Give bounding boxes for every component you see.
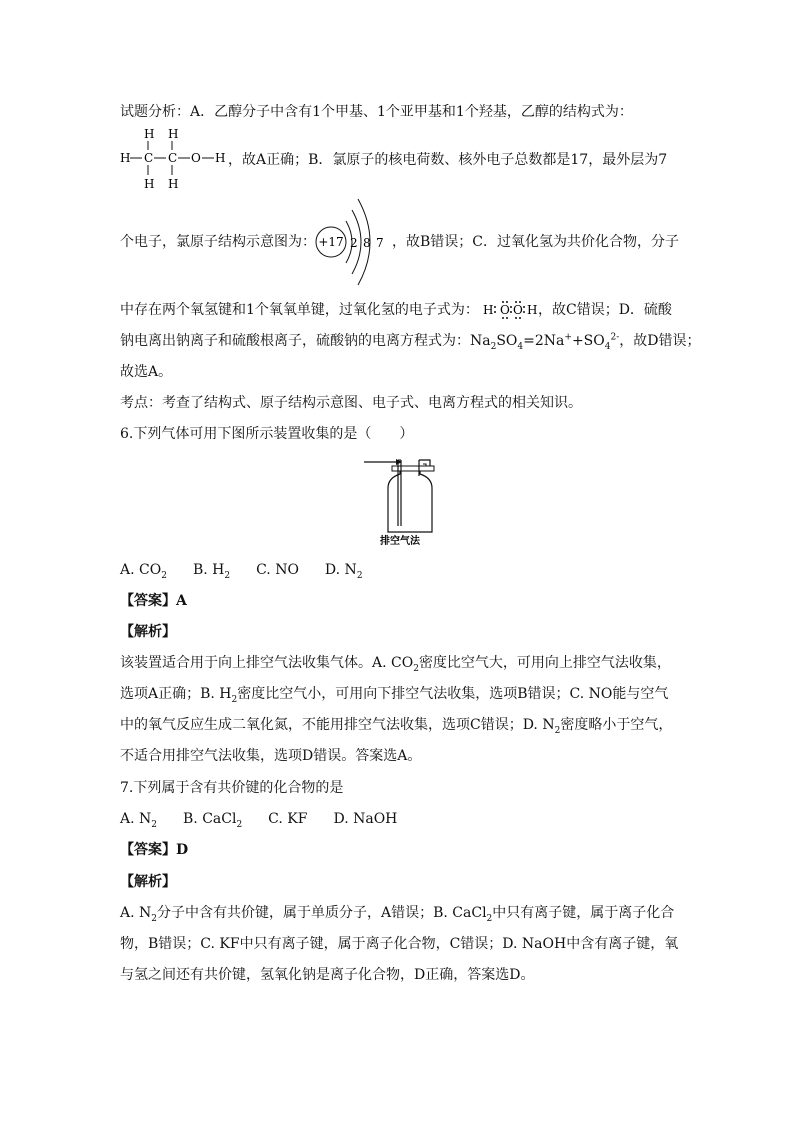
q6-analysis-title: 【解析】 (120, 624, 176, 640)
ethanol-h-right: H (215, 151, 226, 165)
q7-options (120, 809, 397, 829)
analysis-line-3-prefix: 个电子，氯原子结构示意图为： (120, 234, 316, 250)
q7-option-a: A. $N_2$ (120, 811, 157, 830)
analysis-line-6: 故选A。 (120, 364, 173, 380)
analysis-line-4-tail: ，故C错误；D．硫酸 (538, 302, 672, 318)
nucleus-charge: +17 (318, 235, 344, 249)
q6-answer: 【答案】A (120, 593, 187, 609)
q7-explanation-1: A. $N_2$分子中含有共价键，属于单质分子，A错误；B. CaCl$_2$中只有离子键，属于离子化合 (120, 905, 675, 924)
ethanol-h-left: H (120, 151, 131, 165)
ethanol-c-2: C (168, 151, 178, 165)
ethanol-h-top-2: H (168, 127, 179, 141)
q7-stem: 7.下列属于含有共价键的化合物的是 (120, 780, 344, 796)
shell-1-electrons: 2 (350, 236, 358, 250)
ethanol-h-bottom-1: H (144, 177, 155, 191)
shell-2-electrons: 8 (363, 236, 371, 250)
ethanol-o: O (191, 151, 201, 165)
q7-option-c: C. KF (268, 811, 308, 827)
q6-stem: 6.下列气体可用下图所示装置收集的是（ ） (120, 426, 414, 442)
q7-explanation-3: 与氢之间还有共价键，氢氧化钠是离子化合物，D正确，答案选D。 (120, 967, 535, 983)
q6-explanation-2: 选项A正确；B. $H_2$密度比空气小，可用向下排空气法收集，选项B错误；C. NO能与空气 (120, 686, 669, 705)
chlorine-atom-diagram (312, 194, 390, 290)
apparatus-label: 排空气法 (380, 536, 420, 547)
q6-explanation-1: 该装置适合用于向上排空气法收集气体。A. $CO_2$密度比空气大，可用向上排空气法收集， (120, 655, 671, 674)
peroxide-lewis-structure (482, 298, 536, 322)
analysis-line-4-prefix: 中存在两个氧氢键和1个氧氧单键，过氧化氢的电子式为： (120, 302, 479, 318)
lewis-h-right: H (527, 303, 538, 317)
q6-options (120, 560, 363, 580)
q7-explanation-2: 物，B错误；C. KF中只有离子键，属于离子化合物，C错误；D. NaOH中含有离子键，氧 (120, 936, 679, 952)
analysis-line-7: 考点：考查了结构式、原子结构示意图、电子式、电离方程式的相关知识。 (120, 395, 582, 411)
q6-option-b: B. $H_2$ (192, 562, 231, 581)
q7-answer: 【答案】D (120, 842, 189, 858)
q6-option-c: C. NO (256, 562, 299, 578)
q7-analysis-title: 【解析】 (120, 874, 176, 890)
lewis-o-right: O (513, 303, 523, 317)
analysis-line-5: 钠电离出钠离子和硫酸根离子，硫酸钠的电离方程式为：$Na_2SO_4=2Na^++SO_4^{2-}$，故D错误； (120, 332, 701, 352)
analysis-line-2-tail: ，故A正确；B．氯原子的核电荷数、核外电子总数都是17，最外层为7 (228, 152, 668, 168)
q7-option-b: B. CaCl$_2$ (183, 811, 243, 830)
analysis-line-3-tail: ，故B错误；C．过氧化氢为共价化合物，分子 (392, 234, 679, 250)
q6-explanation-4: 不适合用排空气法收集，选项D错误。答案选A。 (120, 748, 422, 764)
q7-option-d: D. NaOH (333, 811, 398, 827)
ethanol-structure-diagram (118, 124, 228, 192)
ethanol-h-top-1: H (144, 127, 155, 141)
lewis-h-left: H (483, 303, 494, 317)
ethanol-c-1: C (144, 151, 154, 165)
q6-option-a: A. $CO_2$ (120, 562, 167, 581)
gas-collection-apparatus (360, 456, 440, 548)
ethanol-h-bottom-2: H (168, 177, 179, 191)
analysis-line-1: 试题分析：A．乙醇分子中含有1个甲基、1个亚甲基和1个羟基，乙醇的结构式为： (120, 104, 633, 120)
shell-3-electrons: 7 (376, 236, 384, 250)
lewis-o-left: O (500, 303, 510, 317)
q6-explanation-3: 中的氧气反应生成二氧化氮，不能用排空气法收集，选项C错误；D. $N_2$密度略小于空气， (120, 717, 673, 736)
q6-option-d: D. $N_2$ (324, 562, 363, 581)
